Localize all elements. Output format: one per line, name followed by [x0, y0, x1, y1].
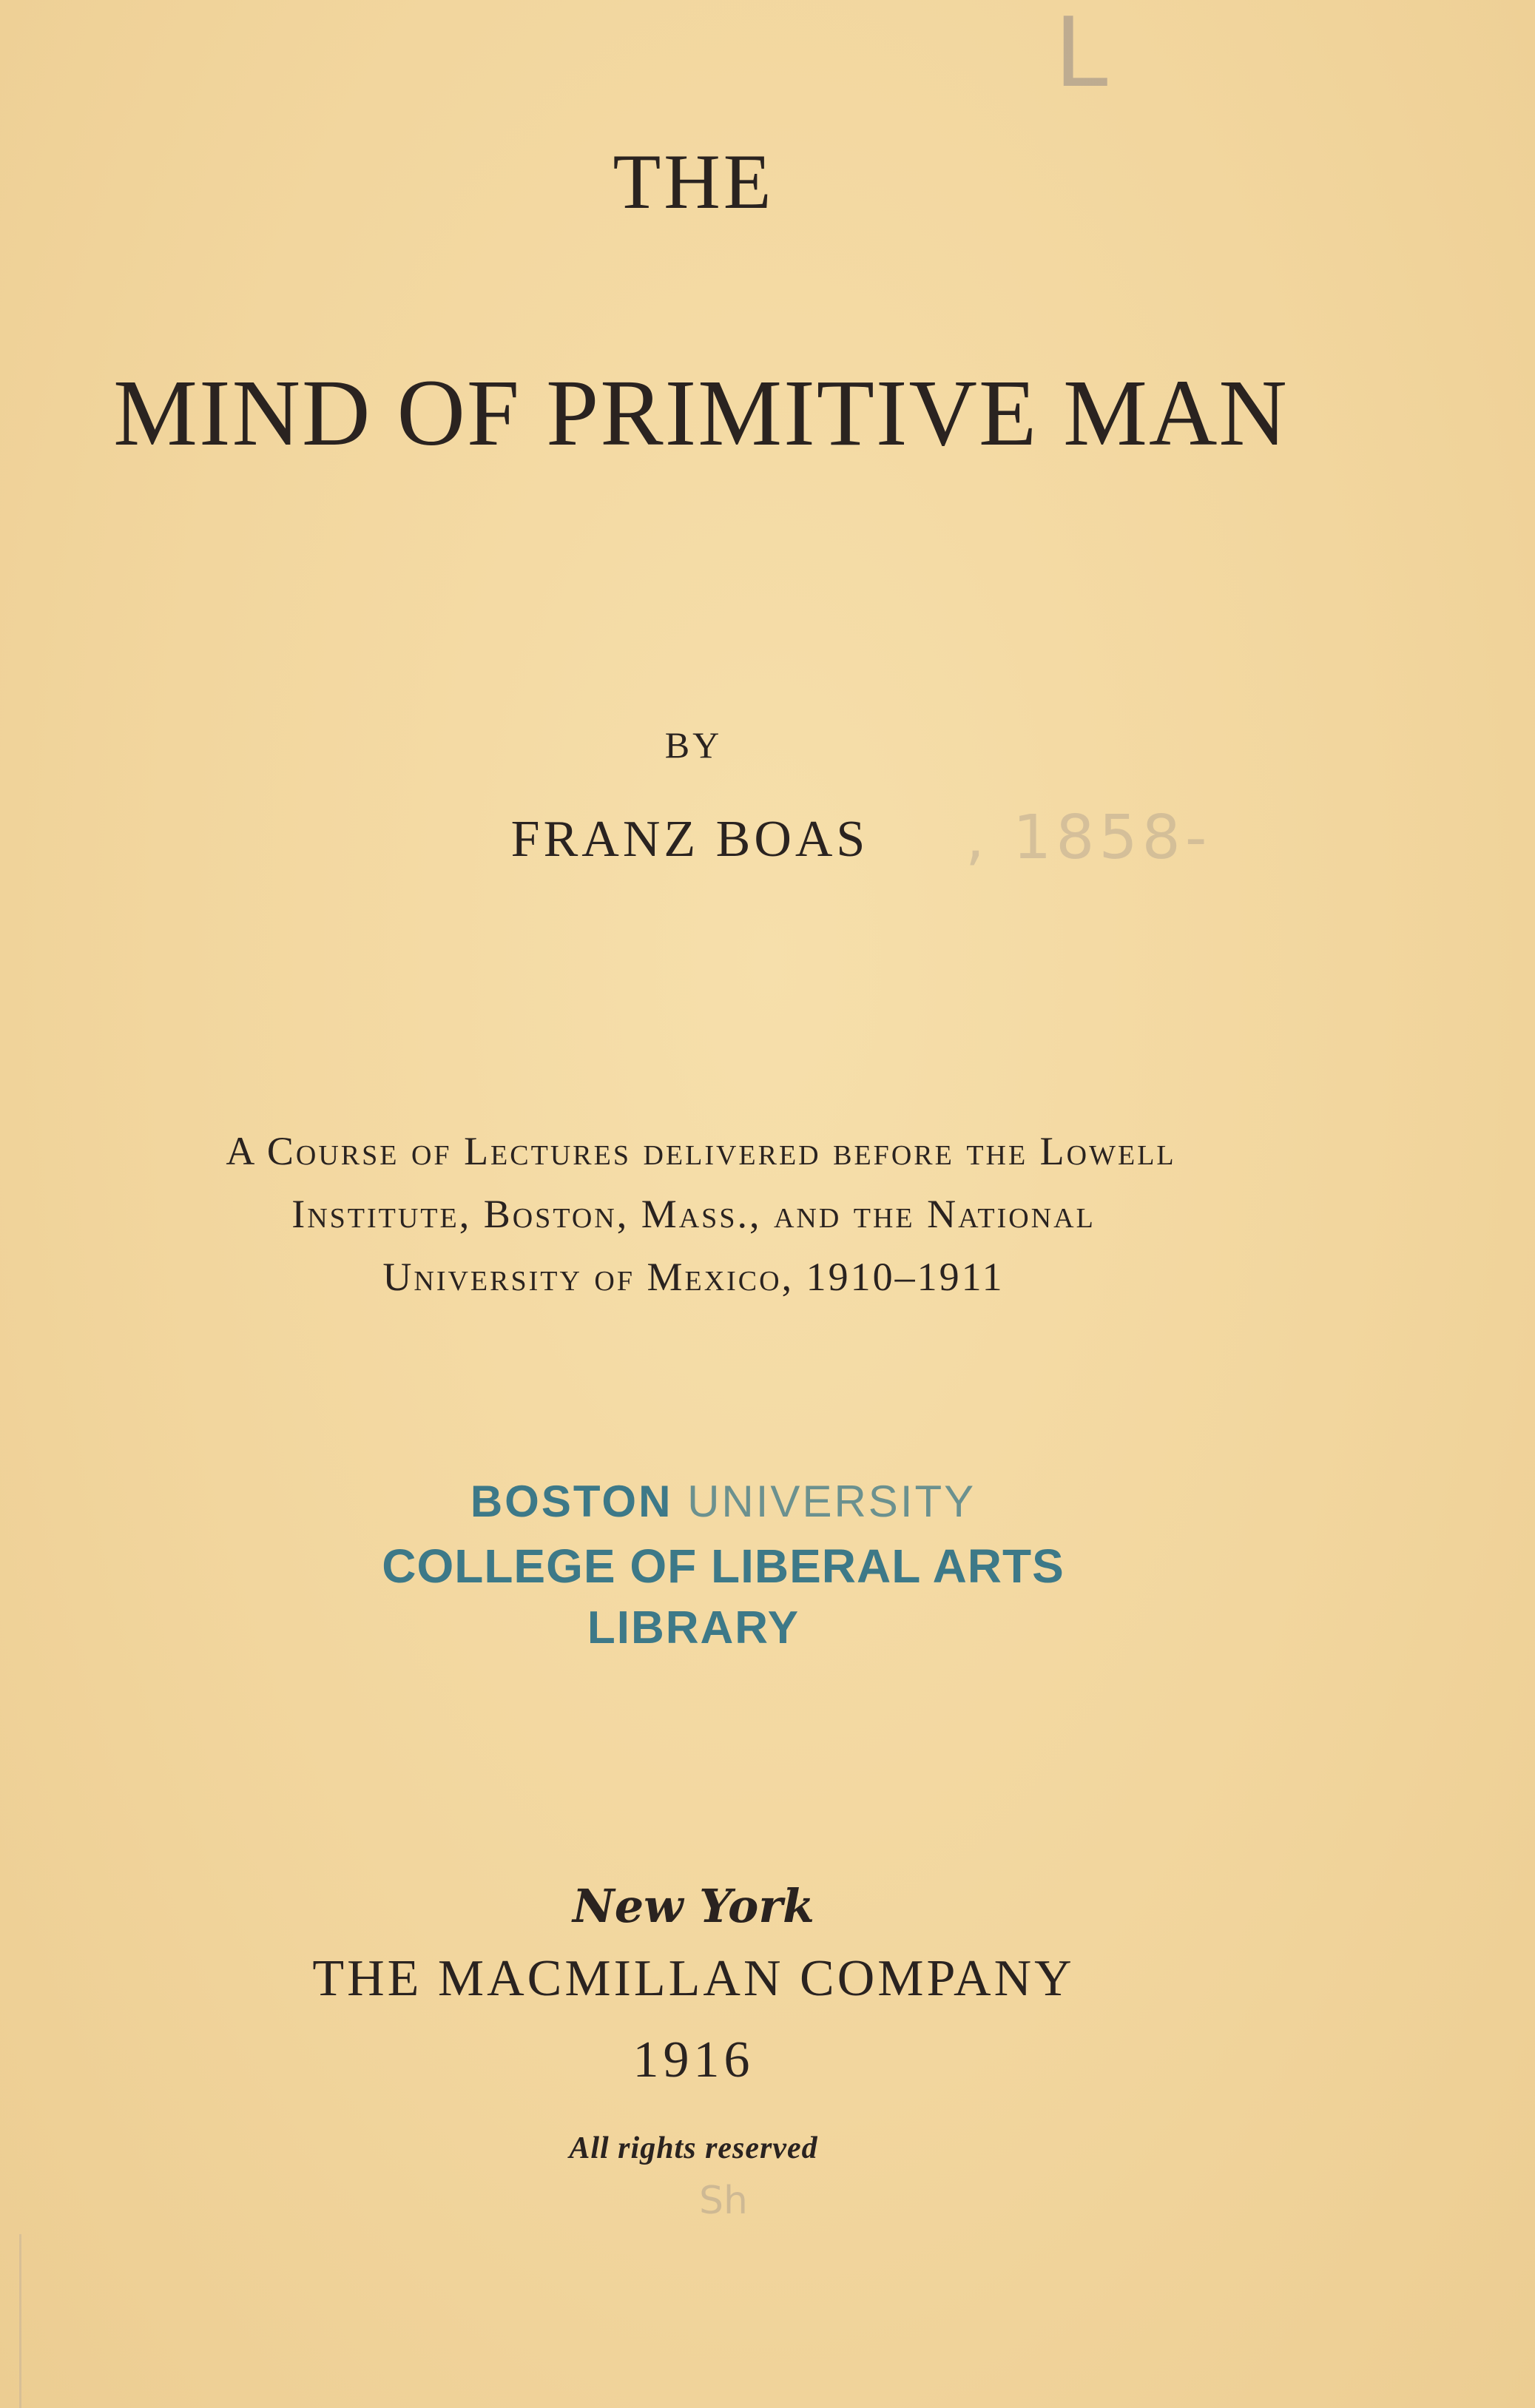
description-line-2: Institute, Boston, Mass., and the National	[291, 1192, 1096, 1236]
byline-by: BY	[664, 724, 723, 766]
description-line-1: A Course of Lectures delivered before the Lowell	[226, 1129, 1176, 1173]
rights-notice: All rights reserved	[569, 2131, 818, 2165]
stamp-word-university: UNIVERSITY	[687, 1477, 976, 1526]
pencil-mark-bottom: Sh	[699, 2179, 748, 2223]
imprint-city: New York	[573, 1879, 814, 1933]
author-name: FRANZ BOAS	[510, 811, 869, 868]
library-stamp-line-3: LIBRARY	[587, 1602, 800, 1653]
title-article: THE	[613, 138, 775, 225]
description-line-3: University of Mexico, 1910–1911	[382, 1255, 1005, 1299]
book-title: MIND OF PRIMITIVE MAN	[113, 360, 1289, 465]
stamp-word-boston: BOSTON	[470, 1477, 688, 1526]
pencil-author-dates: , 1858-	[965, 803, 1212, 873]
imprint-year: 1916	[632, 2031, 755, 2088]
library-stamp-line-1	[0, 1476, 1491, 1527]
library-stamp-line-2: COLLEGE OF LIBERAL ARTS	[382, 1539, 1065, 1593]
imprint-publisher: THE MACMILLAN COMPANY	[312, 1950, 1075, 2007]
pencil-mark-top: L	[1054, 0, 1108, 109]
page-edge-mark	[19, 2234, 21, 2408]
